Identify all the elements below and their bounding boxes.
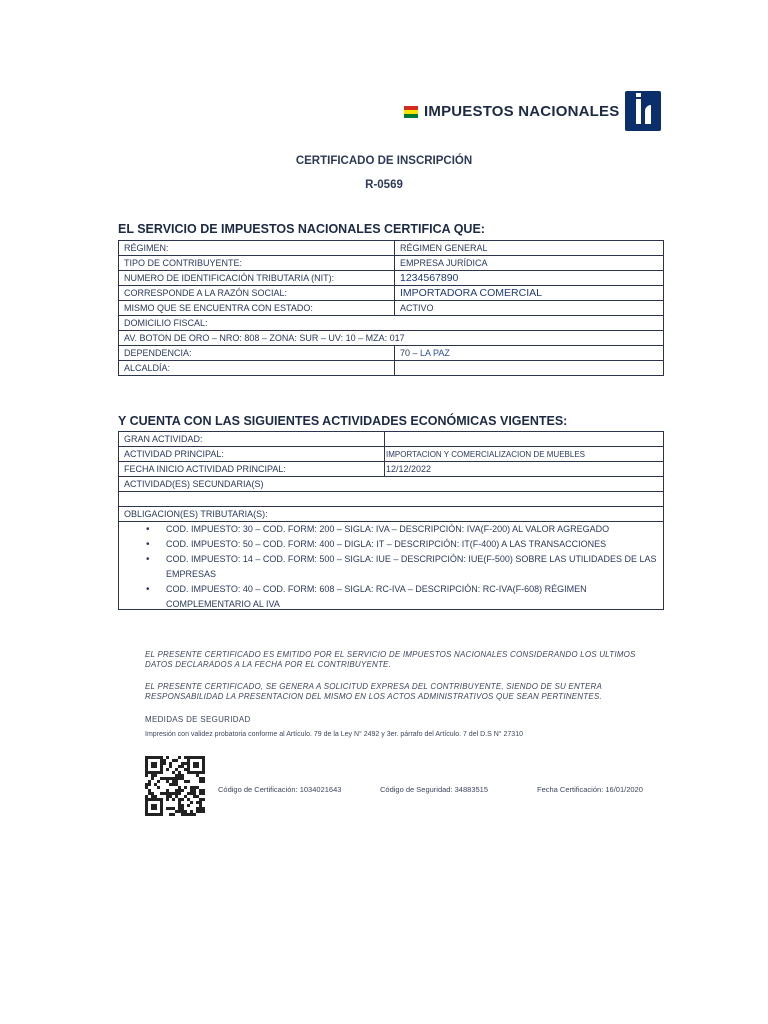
razon-social-value: IMPORTADORA COMERCIAL	[395, 286, 664, 301]
list-item: • COD. IMPUESTO: 30 – COD. FORM: 200 – SIGLA: IVA – DESCRIPCIÓN: IVA(F-200) AL VALOR AGREGADO	[142, 522, 657, 537]
table-row	[119, 507, 664, 522]
security-measures-text: Impresión con validez probatoria conforme al Artículo. 79 de la Ley N° 2492 y 3er. párrafo del Artículo. 7 del D.S N° 27310	[145, 731, 523, 738]
row-label: FECHA INICIO ACTIVIDAD PRINCIPAL:	[119, 462, 385, 477]
table-row	[119, 256, 664, 271]
table-row	[119, 462, 664, 477]
list-item: • COD. IMPUESTO: 14 – COD. FORM: 500 – SIGLA: IUE – DESCRIPCIÓN: IUE(F-500) SOBRE LAS UTILIDADES DE LAS EMPRESAS	[142, 552, 657, 582]
row-value: RÉGIMEN GENERAL	[395, 241, 664, 256]
institution-logo	[404, 90, 661, 132]
nit-value: 1234567890	[395, 271, 664, 286]
list-item: • COD. IMPUESTO: 40 – COD. FORM: 608 – SIGLA: RC-IVA – DESCRIPCIÓN: RC-IVA(F-608) RÉGIMEN COMPLEMENTARIO AL IVA	[142, 582, 657, 612]
taxpayer-info-table	[118, 240, 664, 376]
obligaciones-list	[142, 522, 657, 612]
table-row	[119, 331, 664, 346]
row-label: GRAN ACTIVIDAD:	[119, 432, 385, 447]
obligaciones-label: OBLIGACION(ES) TRIBUTARIA(S):	[119, 507, 664, 522]
row-label: MISMO QUE SE ENCUENTRA CON ESTADO:	[119, 301, 395, 316]
fecha-inicio-value: 12/12/2022	[385, 462, 664, 477]
row-value: EMPRESA JURÍDICA	[395, 256, 664, 271]
table-row	[119, 346, 664, 361]
table-row	[119, 241, 664, 256]
security-measures-label: MEDIDAS DE SEGURIDAD	[145, 715, 251, 724]
domicilio-label: DOMICILIO FISCAL:	[119, 316, 664, 331]
certification-date: Fecha Certificación: 16/01/2020	[537, 785, 643, 794]
activities-table	[118, 431, 664, 522]
section-heading-certifica: EL SERVICIO DE IMPUESTOS NACIONALES CERTIFICA QUE:	[118, 222, 485, 236]
row-label: ACTIVIDAD PRINCIPAL:	[119, 447, 385, 462]
certificate-code: R-0569	[365, 179, 403, 191]
row-value	[385, 432, 664, 447]
impuestos-nacionales-logo-icon	[625, 91, 661, 131]
alcaldia-label: ALCALDÍA:	[119, 361, 395, 376]
row-label: RÉGIMEN:	[119, 241, 395, 256]
row-label: CORRESPONDE A LA RAZÓN SOCIAL:	[119, 286, 395, 301]
dependencia-city: LA PAZ	[420, 348, 450, 358]
certification-code: Código de Certificación: 1034021643	[218, 785, 342, 794]
qr-code-icon	[145, 755, 205, 817]
table-row	[119, 432, 664, 447]
table-row	[119, 447, 664, 462]
note-responsabilidad: EL PRESENTE CERTIFICADO, SE GENERA A SOLICITUD EXPRESA DEL CONTRIBUYENTE, SIENDO DE SU ENTERA RESPONSABILIDAD LA PRESENTACION DEL MISMO EN LOS ACTOS ADMINISTRATIVOS QUE SEAN PERTINENTES.	[145, 682, 602, 701]
estado-value: ACTIVO	[395, 301, 664, 316]
actividad-principal-value: IMPORTACION Y COMERCIALIZACION DE MUEBLES	[385, 447, 664, 462]
note-emision: EL PRESENTE CERTIFICADO ES EMITIDO POR EL SERVICIO DE IMPUESTOS NACIONALES CONSIDERANDO LOS ULTIMOS DATOS DECLARADOS A LA FECHA POR EL CONTRIBUYENTE.	[145, 650, 636, 669]
list-item: • COD. IMPUESTO: 50 – COD. FORM: 400 – DIGLA: IT – DESCRIPCIÓN: IT(F-400) A LAS TRANSACCIONES	[142, 537, 657, 552]
table-row	[119, 316, 664, 331]
table-row	[119, 271, 664, 286]
table-row	[119, 492, 664, 507]
secundarias-label: ACTIVIDAD(ES) SECUNDARIA(S)	[119, 477, 664, 492]
row-label: NUMERO DE IDENTIFICACIÓN TRIBUTARIA (NIT):	[119, 271, 395, 286]
alcaldia-value	[395, 361, 664, 376]
dependencia-code: 70 –	[400, 348, 418, 358]
dependencia-value	[395, 346, 664, 361]
security-code: Código de Seguridad: 34883515	[380, 785, 489, 794]
table-row	[119, 361, 664, 376]
dependencia-label: DEPENDENCIA:	[119, 346, 395, 361]
bolivia-flag-icon	[404, 106, 418, 118]
domicilio-value: AV. BOTON DE ORO – NRO: 808 – ZONA: SUR – UV: 10 – MZA: 017	[119, 331, 664, 346]
certificate-title: CERTIFICADO DE INSCRIPCIÓN	[295, 155, 473, 167]
table-row	[119, 477, 664, 492]
section-heading-actividades: Y CUENTA CON LAS SIGUIENTES ACTIVIDADES ECONÓMICAS VIGENTES:	[118, 414, 568, 428]
row-label: TIPO DE CONTRIBUYENTE:	[119, 256, 395, 271]
logo-text: IMPUESTOS NACIONALES	[424, 102, 620, 120]
table-row	[119, 301, 664, 316]
table-row	[119, 286, 664, 301]
secundarias-value	[119, 492, 664, 507]
